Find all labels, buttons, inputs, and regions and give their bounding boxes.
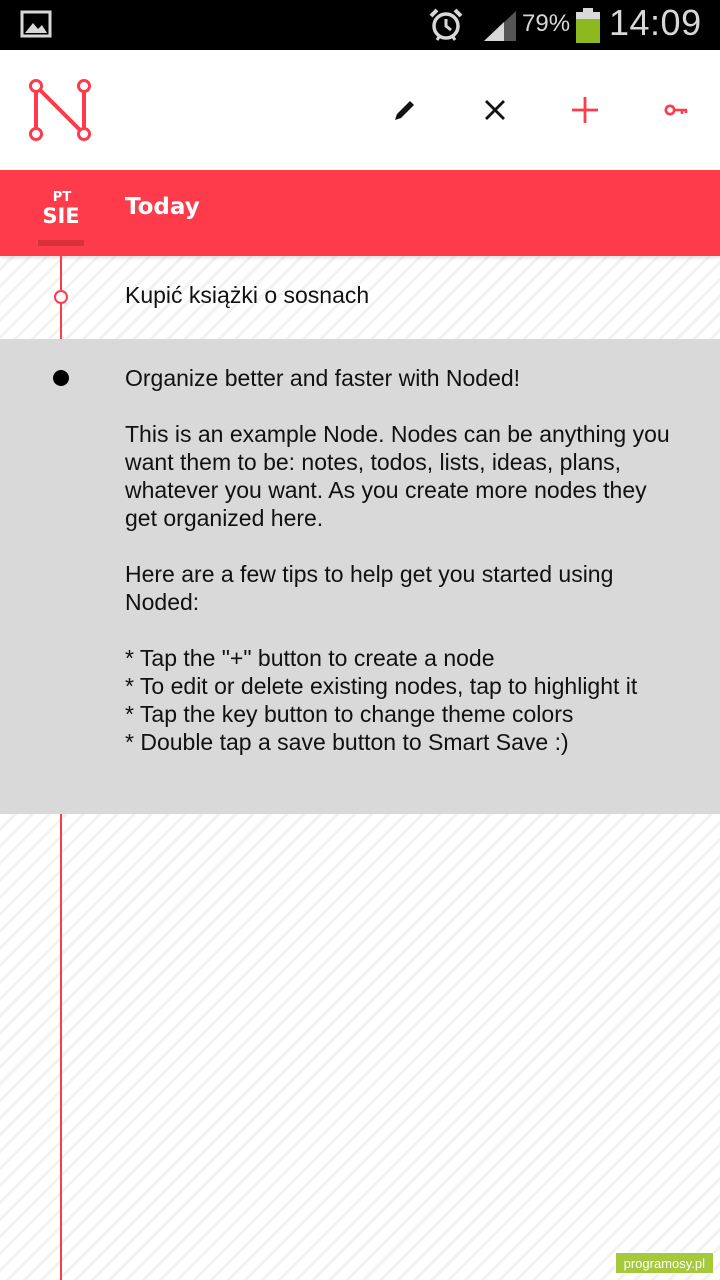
add-icon[interactable] — [565, 90, 605, 130]
battery-percent: 79% — [522, 10, 571, 37]
node-marker — [54, 290, 68, 304]
key-icon[interactable] — [655, 90, 695, 130]
date-header — [0, 170, 720, 256]
status-bar — [0, 0, 720, 50]
node-marker — [53, 370, 69, 386]
date-label: Today — [125, 194, 200, 220]
battery-icon — [574, 8, 602, 44]
node-text: Organize better and faster with Noded! This is an example Node. Nodes can be anything you want them to be: notes, todos, lists, ideas, plans, whatever you want. As you create more nodes they get organized here. Here are a few tips to help get you started using Noded: * Tap the "+" button to create a node * To edit or delete existing nodes, tap to highlight it * Tap the key button to change theme colors * Double tap a save button to Smart Save :) — [125, 365, 670, 755]
close-icon[interactable] — [475, 90, 515, 130]
node-item-selected[interactable] — [0, 339, 720, 814]
noded-logo-icon[interactable] — [26, 78, 94, 142]
app-bar — [0, 50, 720, 170]
watermark: programosy.pl — [615, 1252, 714, 1274]
clock: 14:09 — [609, 2, 702, 43]
alarm-icon — [428, 7, 464, 43]
node-item[interactable] — [0, 256, 720, 339]
signal-icon — [482, 9, 518, 43]
date-underline — [38, 240, 84, 246]
edit-icon[interactable] — [385, 90, 425, 130]
node-text: Kupić książki o sosnach — [125, 282, 370, 308]
date-weekday: PT — [52, 190, 72, 205]
gallery-icon — [20, 10, 52, 38]
date-month: SIE — [42, 204, 80, 228]
